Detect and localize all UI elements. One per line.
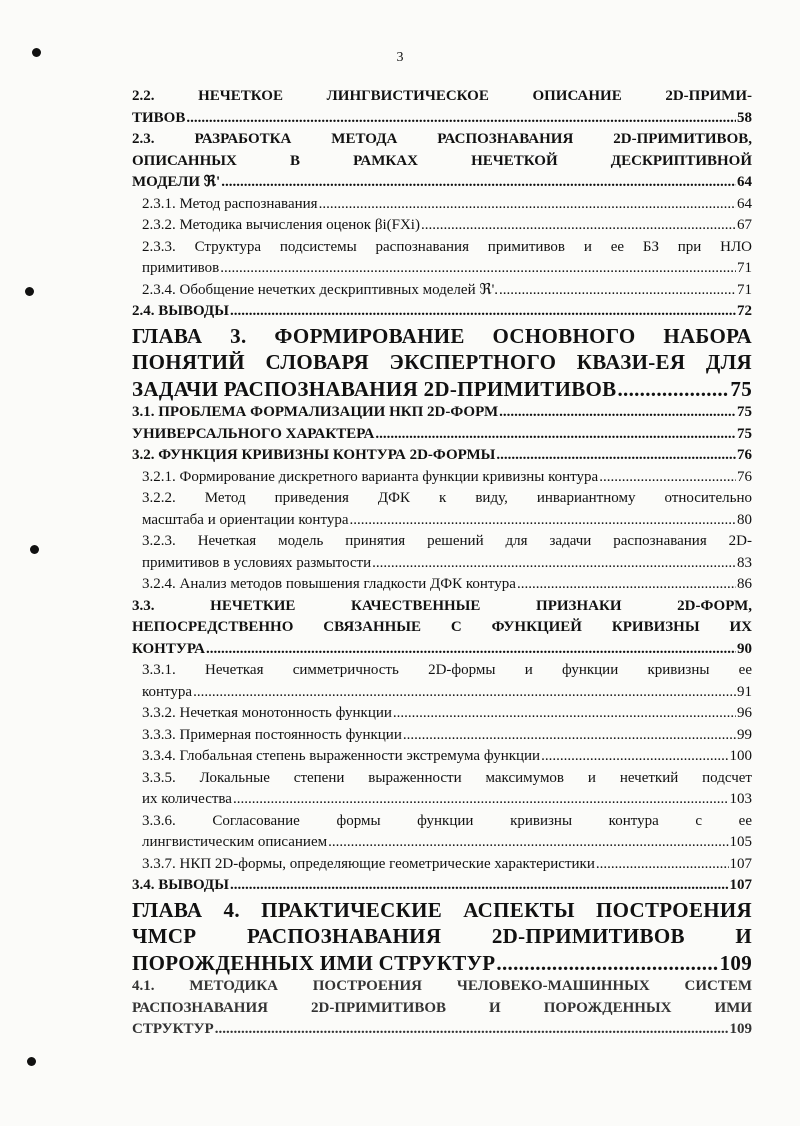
dot-leader: [349, 510, 736, 532]
dot-leader: [496, 950, 718, 977]
toc-entry: [132, 725, 752, 747]
toc-entry-last-line: [142, 746, 752, 768]
toc-entry-last-line: [142, 574, 752, 596]
toc-entry-last-line: [142, 553, 752, 575]
toc-entry-page: 75: [737, 425, 752, 442]
toc-entry: [132, 445, 752, 467]
toc-entry-page: 105: [729, 834, 752, 850]
toc-entry-page: 107: [729, 855, 752, 872]
toc-entry-page: 58: [737, 109, 752, 126]
toc-entry: [132, 280, 752, 302]
toc-entry: [132, 875, 752, 897]
toc-entry-page: 90: [737, 640, 752, 657]
dot-leader: [193, 682, 736, 704]
toc-entry-last-line: [142, 682, 752, 704]
dot-leader: [599, 467, 736, 489]
binding-hole-mark: [25, 287, 34, 296]
toc-entry-title: контура: [142, 683, 193, 700]
toc-entry-title: 2.3.2. Методика вычисления оценок βi(FXi): [142, 217, 420, 233]
toc-entry-line: 4.1. МЕТОДИКА ПОСТРОЕНИЯ ЧЕЛОВЕКО-МАШИННЫХ СИСТЕМ: [132, 978, 752, 994]
toc-entry: [132, 811, 752, 854]
binding-hole-mark: [27, 1057, 36, 1066]
toc-entry-title: 3.1. ПРОБЛЕМА ФОРМАЛИЗАЦИИ НКП 2D-ФОРМ: [132, 404, 499, 420]
toc-entry: [132, 746, 752, 768]
toc-entry-page: 100: [729, 748, 752, 764]
toc-entry-page: 64: [737, 195, 752, 212]
dot-leader: [215, 1019, 729, 1041]
toc-entry-page: 91: [737, 683, 752, 700]
toc-entry-title: масштаба и ориентации контура: [142, 511, 349, 528]
toc-entry-page: 75: [730, 376, 752, 401]
toc-entry-last-line: [142, 832, 752, 854]
toc-entry: [132, 237, 752, 280]
toc-entry: [132, 129, 752, 194]
toc-entry-last-line: [132, 376, 752, 403]
toc-entry: [132, 897, 752, 977]
toc-entry-title: 3.2.1. Формирование дискретного варианта функции кривизны контура: [142, 468, 599, 485]
toc-entry-title: 2.4. ВЫВОДЫ: [132, 303, 229, 319]
toc-entry-page: 64: [737, 174, 752, 190]
toc-entry: [132, 301, 752, 323]
dot-leader: [230, 301, 736, 323]
toc-entry-line: 2.3.3. Структура подсистемы распознавания примитивов и ее БЗ при НЛО: [142, 238, 752, 255]
toc-entry-last-line: [132, 639, 752, 661]
toc-entry-title: 3.3.7. НКП 2D-формы, определяющие геометрические характеристики: [142, 855, 595, 872]
toc-entry: [132, 86, 752, 129]
dot-leader: [393, 703, 736, 725]
toc-entry-page: 96: [737, 705, 752, 721]
toc-entry: [132, 424, 752, 446]
toc-entry-last-line: [132, 445, 752, 467]
toc-entry-line: РАСПОЗНАВАНИЯ 2D-ПРИМИТИВОВ И ПОРОЖДЕННЫХ ИМИ: [132, 999, 752, 1016]
toc-entry: [132, 660, 752, 703]
toc-entry-line: 3.3.5. Локальные степени выраженности максимумов и нечеткий подсчет: [142, 769, 752, 786]
toc-entry-page: 67: [737, 217, 752, 233]
dot-leader: [206, 639, 736, 661]
toc-entry-last-line: [132, 301, 752, 323]
toc-entry-title: 3.3.4. Глобальная степень выраженности экстремума функции: [142, 748, 541, 764]
dot-leader: [319, 194, 736, 216]
toc-entry: [132, 976, 752, 1041]
toc-entry-last-line: [132, 950, 752, 977]
toc-entry-title: их количества: [142, 791, 232, 807]
toc-entry: [132, 596, 752, 661]
toc-entry-last-line: [142, 854, 752, 876]
dot-leader: [499, 402, 736, 424]
toc-entry-title: примитивов: [142, 260, 220, 276]
toc-entry-line: ГЛАВА 4. ПРАКТИЧЕСКИЕ АСПЕКТЫ ПОСТРОЕНИЯ: [132, 897, 752, 922]
toc-entry-last-line: [132, 1019, 752, 1041]
toc-entry-page: 107: [729, 877, 752, 893]
toc-entry-line: 3.3.6. Согласование формы функции кривизны контура с ее: [142, 812, 752, 829]
toc-entry-line: 3.3. НЕЧЕТКИЕ КАЧЕСТВЕННЫЕ ПРИЗНАКИ 2D-ФОРМ,: [132, 597, 752, 614]
toc-entry-page: 83: [737, 554, 752, 571]
dot-leader: [617, 376, 729, 403]
toc-entry-page: 71: [737, 281, 752, 298]
toc-entry-title: 3.2.4. Анализ методов повышения гладкости ДФК контура: [142, 576, 516, 592]
toc-entry-title: МОДЕЛИ ℜ': [132, 174, 221, 190]
table-of-contents: [132, 86, 752, 1041]
binding-hole-mark: [32, 48, 41, 57]
toc-entry-title: 2.3.1. Метод распознавания: [142, 195, 318, 212]
dot-leader: [220, 258, 736, 280]
toc-entry-title: примитивов в условиях размытости: [142, 554, 372, 571]
toc-entry-line: 2.2. НЕЧЕТКОЕ ЛИНГВИСТИЧЕСКОЕ ОПИСАНИЕ 2D-ПРИМИ-: [132, 88, 752, 104]
dot-leader: [221, 172, 736, 194]
toc-entry-line: ГЛАВА 3. ФОРМИРОВАНИЕ ОСНОВНОГО НАБОРА: [132, 323, 752, 348]
toc-entry: [132, 467, 752, 489]
toc-entry-title: ТИВОВ: [132, 109, 186, 126]
toc-entry-title: лингвистическим описанием: [142, 834, 328, 850]
dot-leader: [541, 746, 728, 768]
dot-leader: [496, 445, 736, 467]
toc-entry: [132, 768, 752, 811]
toc-entry-line: ЧМСР РАСПОЗНАВАНИЯ 2D-ПРИМИТИВОВ И: [132, 924, 752, 948]
toc-entry-page: 71: [737, 260, 752, 276]
toc-entry-title: СТРУКТУР: [132, 1021, 214, 1037]
toc-entry-last-line: [132, 402, 752, 424]
toc-entry-line: 3.3.1. Нечеткая симметричность 2D-формы и функции кривизны ее: [142, 662, 752, 678]
toc-entry-line: НЕПОСРЕДСТВЕННО СВЯЗАННЫЕ С ФУНКЦИЕЙ КРИВИЗНЫ ИХ: [132, 619, 752, 635]
toc-entry: [132, 215, 752, 237]
dot-leader: [186, 108, 736, 130]
dot-leader: [403, 725, 736, 747]
toc-entry-last-line: [142, 258, 752, 280]
toc-entry-page: 86: [737, 576, 752, 592]
dot-leader: [233, 789, 729, 811]
dot-leader: [499, 280, 736, 302]
toc-entry-last-line: [142, 789, 752, 811]
toc-entry-page: 109: [729, 1021, 752, 1037]
toc-entry-last-line: [132, 875, 752, 897]
dot-leader: [421, 215, 736, 237]
toc-entry-title: УНИВЕРСАЛЬНОГО ХАРАКТЕРА: [132, 425, 375, 442]
toc-entry-last-line: [142, 510, 752, 532]
toc-entry: [132, 488, 752, 531]
toc-entry-title: 3.3.3. Примерная постоянность функции: [142, 726, 402, 743]
toc-entry: [132, 703, 752, 725]
toc-entry-title: ПОРОЖДЕННЫХ ИМИ СТРУКТУР: [132, 950, 496, 975]
toc-entry: [132, 323, 752, 403]
toc-entry-last-line: [142, 703, 752, 725]
toc-entry-page: 72: [737, 303, 752, 319]
toc-entry: [132, 531, 752, 574]
toc-entry-line: 3.2.2. Метод приведения ДФК к виду, инвариантному относительно: [142, 490, 752, 506]
binding-hole-mark: [30, 545, 39, 554]
toc-entry-last-line: [132, 424, 752, 446]
toc-entry: [132, 574, 752, 596]
toc-entry-last-line: [132, 172, 752, 194]
toc-entry-page: 76: [737, 468, 752, 485]
toc-entry: [132, 854, 752, 876]
toc-entry-title: 2.3.4. Обобщение нечетких дескриптивных моделей ℜ'.: [142, 281, 499, 298]
page-number: 3: [396, 50, 404, 65]
toc-entry: [132, 194, 752, 216]
toc-entry-line: ОПИСАННЫХ В РАМКАХ НЕЧЕТКОЙ ДЕСКРИПТИВНОЙ: [132, 152, 752, 169]
toc-entry-line: 2.3. РАЗРАБОТКА МЕТОДА РАСПОЗНАВАНИЯ 2D-ПРИМИТИВОВ,: [132, 131, 752, 147]
toc-entry-title: 3.2. ФУНКЦИЯ КРИВИЗНЫ КОНТУРА 2D-ФОРМЫ: [132, 447, 496, 463]
toc-entry-page: 109: [719, 950, 752, 975]
toc-entry-page: 76: [737, 447, 752, 463]
dot-leader: [517, 574, 736, 596]
toc-entry-title: ЗАДАЧИ РАСПОЗНАВАНИЯ 2D-ПРИМИТИВОВ: [132, 376, 617, 401]
dot-leader: [375, 424, 736, 446]
toc-entry-line: 3.2.3. Нечеткая модель принятия решений для задачи распознавания 2D-: [142, 533, 752, 549]
toc-entry-last-line: [142, 215, 752, 237]
toc-entry-page: 99: [737, 726, 752, 743]
toc-entry-title: 3.3.2. Нечеткая монотонность функции: [142, 705, 392, 721]
toc-entry-last-line: [142, 280, 752, 302]
dot-leader: [596, 854, 729, 876]
toc-entry-title: 3.4. ВЫВОДЫ: [132, 877, 229, 893]
toc-entry-last-line: [132, 108, 752, 130]
dot-leader: [230, 875, 729, 897]
toc-entry-line: ПОНЯТИЙ СЛОВАРЯ ЭКСПЕРТНОГО КВАЗИ-ЕЯ ДЛЯ: [132, 350, 752, 374]
toc-entry-page: 80: [737, 511, 752, 528]
toc-entry-page: 103: [729, 791, 752, 807]
toc-entry-last-line: [142, 467, 752, 489]
dot-leader: [328, 832, 728, 854]
toc-entry-page: 75: [737, 404, 752, 420]
toc-entry: [132, 402, 752, 424]
toc-entry-title: КОНТУРА: [132, 640, 205, 657]
toc-entry-last-line: [142, 194, 752, 216]
toc-entry-last-line: [142, 725, 752, 747]
dot-leader: [372, 553, 736, 575]
